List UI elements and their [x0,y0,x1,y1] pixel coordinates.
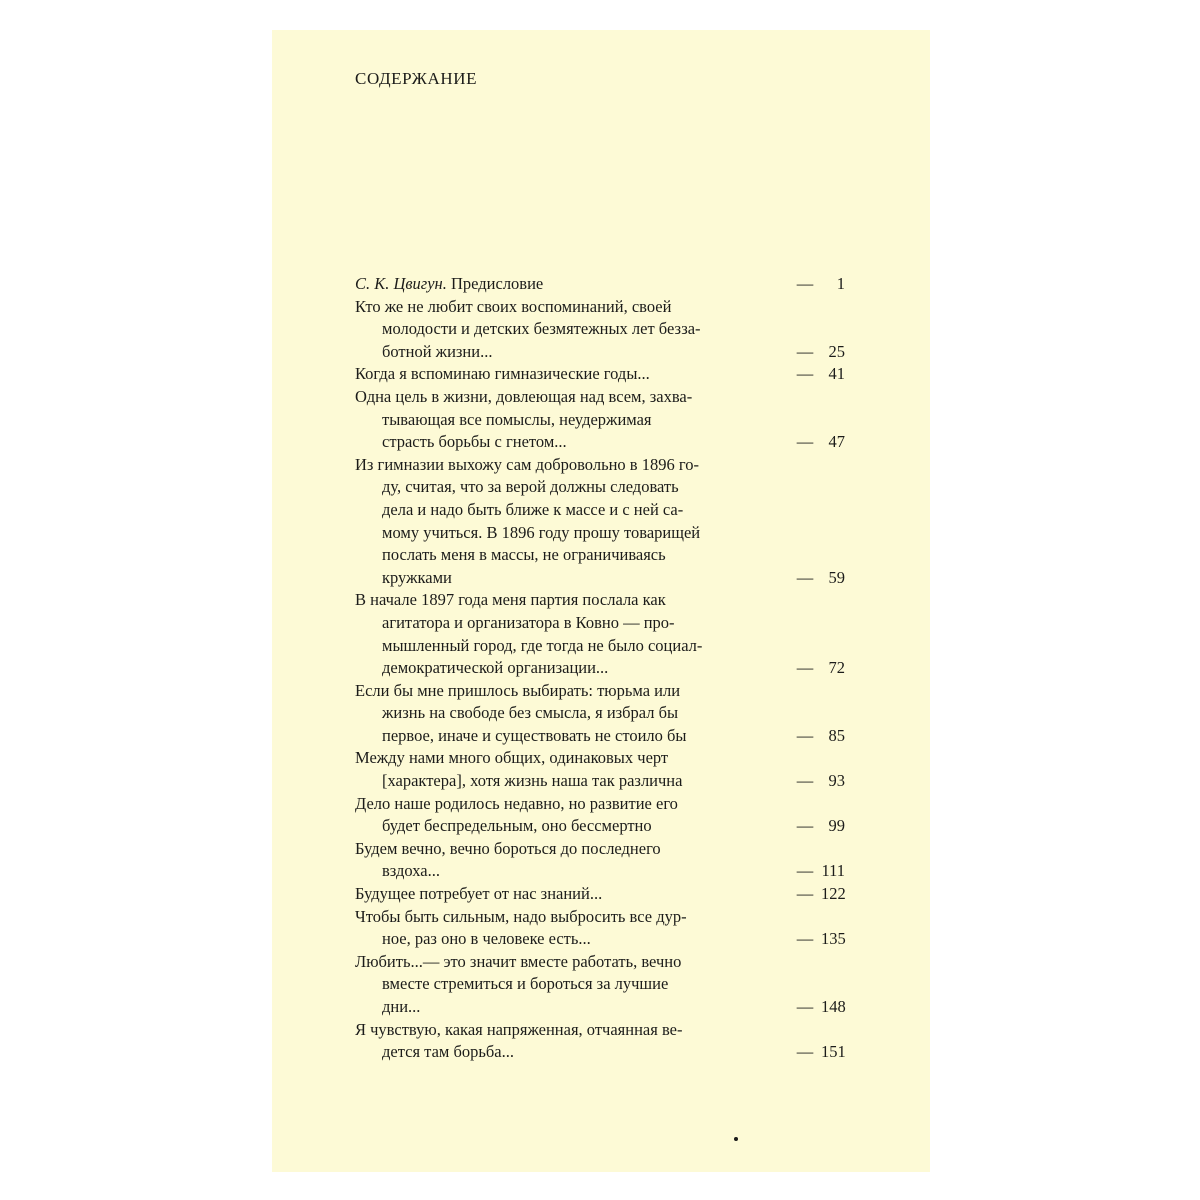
toc-entry-line: Чтобы быть сильным, надо выбросить все дур- [355,906,687,926]
toc-entry-line: демократической организации... [382,658,609,678]
toc-entry-line: вздоха... [382,861,440,881]
toc-entry [355,680,845,748]
toc-page-number: 148 [821,997,846,1016]
toc-entry-text [355,951,789,1019]
toc-entry-line: мому учиться. В 1896 году прошу товарищей [382,522,701,542]
toc-entry-line: Если бы мне пришлось выбирать: тюрьма или [355,680,681,700]
toc-page-number: 25 [828,341,845,361]
toc-entry-text [355,793,789,838]
toc-dash: — [796,816,814,836]
toc-entry-line: Кто же не любит своих воспоминаний, своей [355,296,672,316]
toc-page-number: 99 [828,816,845,836]
toc-entry-line [355,273,789,296]
toc-entry-line: Между нами много общих, одинаковых черт [355,748,669,768]
toc-page-number: 111 [821,861,845,881]
toc-dash: — [796,1042,814,1062]
toc-entry-line: Будущее потребует от нас знаний... [355,884,603,904]
toc-dash: — [796,771,814,791]
toc-entry [355,273,845,296]
toc-entry [355,363,845,386]
toc-entry-line: ботной жизни... [382,341,493,361]
toc-page-number: 85 [828,725,845,745]
toc-dash: — [796,567,814,587]
toc-entry-line: дется там борьба... [382,1042,514,1062]
toc-title: Предисловие [451,274,544,293]
table-of-contents [355,273,845,1064]
toc-entry [355,747,845,792]
toc-entry-line: кружками [382,567,452,587]
toc-entry-line: дни... [382,997,421,1016]
toc-dash: — [796,884,814,904]
toc-entry-line: Любить...— это значит вместе работать, вечно [355,951,682,971]
toc-entry-text [355,386,789,454]
toc-entry-line: В начале 1897 года меня партия послала как [355,590,666,610]
toc-entry-text [355,296,789,364]
toc-entry-line: [характера], хотя жизнь наша так различна [382,771,683,791]
toc-page-number: 41 [828,364,845,384]
toc-entry [355,793,845,838]
toc-entry-line: молодости и детских безмятежных лет безза- [382,319,701,339]
toc-entry [355,883,845,906]
toc-page-number: 151 [821,1042,846,1062]
toc-entry-line: Одна цель в жизни, довлеющая над всем, захва- [355,386,693,406]
toc-entry-text [355,906,789,951]
toc-entry-line: будет беспредельным, оно бессмертно [382,816,652,836]
toc-entry-text [355,747,789,792]
toc-dash: — [796,274,814,293]
book-page [272,30,930,1172]
toc-entry [355,1019,845,1064]
toc-entry-line: мышленный город, где тогда не было социал- [382,635,703,655]
toc-entry [355,589,845,679]
toc-entry-text [355,589,789,679]
toc-entry-line: Будем вечно, вечно бороться до последнего [355,838,661,858]
toc-entry-line: Я чувствую, какая напряженная, отчаянная ве- [355,1019,683,1039]
toc-entry-line: ное, раз оно в человеке есть... [382,929,591,949]
toc-entry-line: дела и надо быть ближе к массе и с ней са- [382,499,684,519]
toc-dash: — [796,432,814,452]
toc-dash: — [796,861,814,881]
toc-entry-line: ду, считая, что за верой должны следовать [382,477,679,497]
toc-dash: — [796,658,814,678]
toc-page-number: 59 [828,567,845,587]
toc-page-number: 72 [828,658,845,678]
toc-entry-line: вместе стремиться и бороться за лучшие [382,974,669,994]
toc-entry [355,838,845,883]
toc-entry-text [355,454,789,590]
toc-dash: — [796,725,814,745]
toc-entry-line: Из гимназии выхожу сам добровольно в 1896 го- [355,454,699,474]
toc-dash: — [796,997,814,1016]
toc-entry-text [355,273,789,296]
toc-entry [355,951,845,1019]
toc-entry [355,906,845,951]
toc-entry-text [355,838,789,883]
toc-entry-text [355,363,789,386]
toc-entry-text [355,680,789,748]
toc-page-number: 1 [836,274,845,293]
toc-page-number: 135 [821,929,846,949]
print-mark [734,1137,738,1141]
toc-entry-line: тывающая все помыслы, неудержимая [382,409,652,429]
toc-dash: — [796,341,814,361]
toc-entry-text [355,1019,789,1064]
toc-entry-line: Дело наше родилось недавно, но развитие его [355,793,678,813]
toc-dash: — [796,929,814,949]
toc-page-number: 122 [821,884,846,904]
toc-entry-line: послать меня в массы, не ограничиваясь [382,545,666,565]
toc-entry [355,296,845,364]
toc-entry-line: Когда я вспоминаю гимназические годы... [355,364,650,384]
toc-author: С. К. Цвигун. [355,274,447,293]
toc-entry-line: жизнь на свободе без смысла, я избрал бы [382,703,679,723]
toc-entry-line: агитатора и организатора в Ковно — про- [382,612,675,632]
toc-page-number: 93 [828,771,845,791]
toc-entry [355,386,845,454]
page-heading: СОДЕРЖАНИЕ [355,69,478,88]
toc-entry-text [355,883,789,906]
toc-entry [355,454,845,590]
toc-dash: — [796,364,814,384]
toc-entry-line: страсть борьбы с гнетом... [382,432,567,452]
toc-entry-line: первое, иначе и существовать не стоило бы [382,725,687,745]
toc-page-number: 47 [828,432,845,452]
